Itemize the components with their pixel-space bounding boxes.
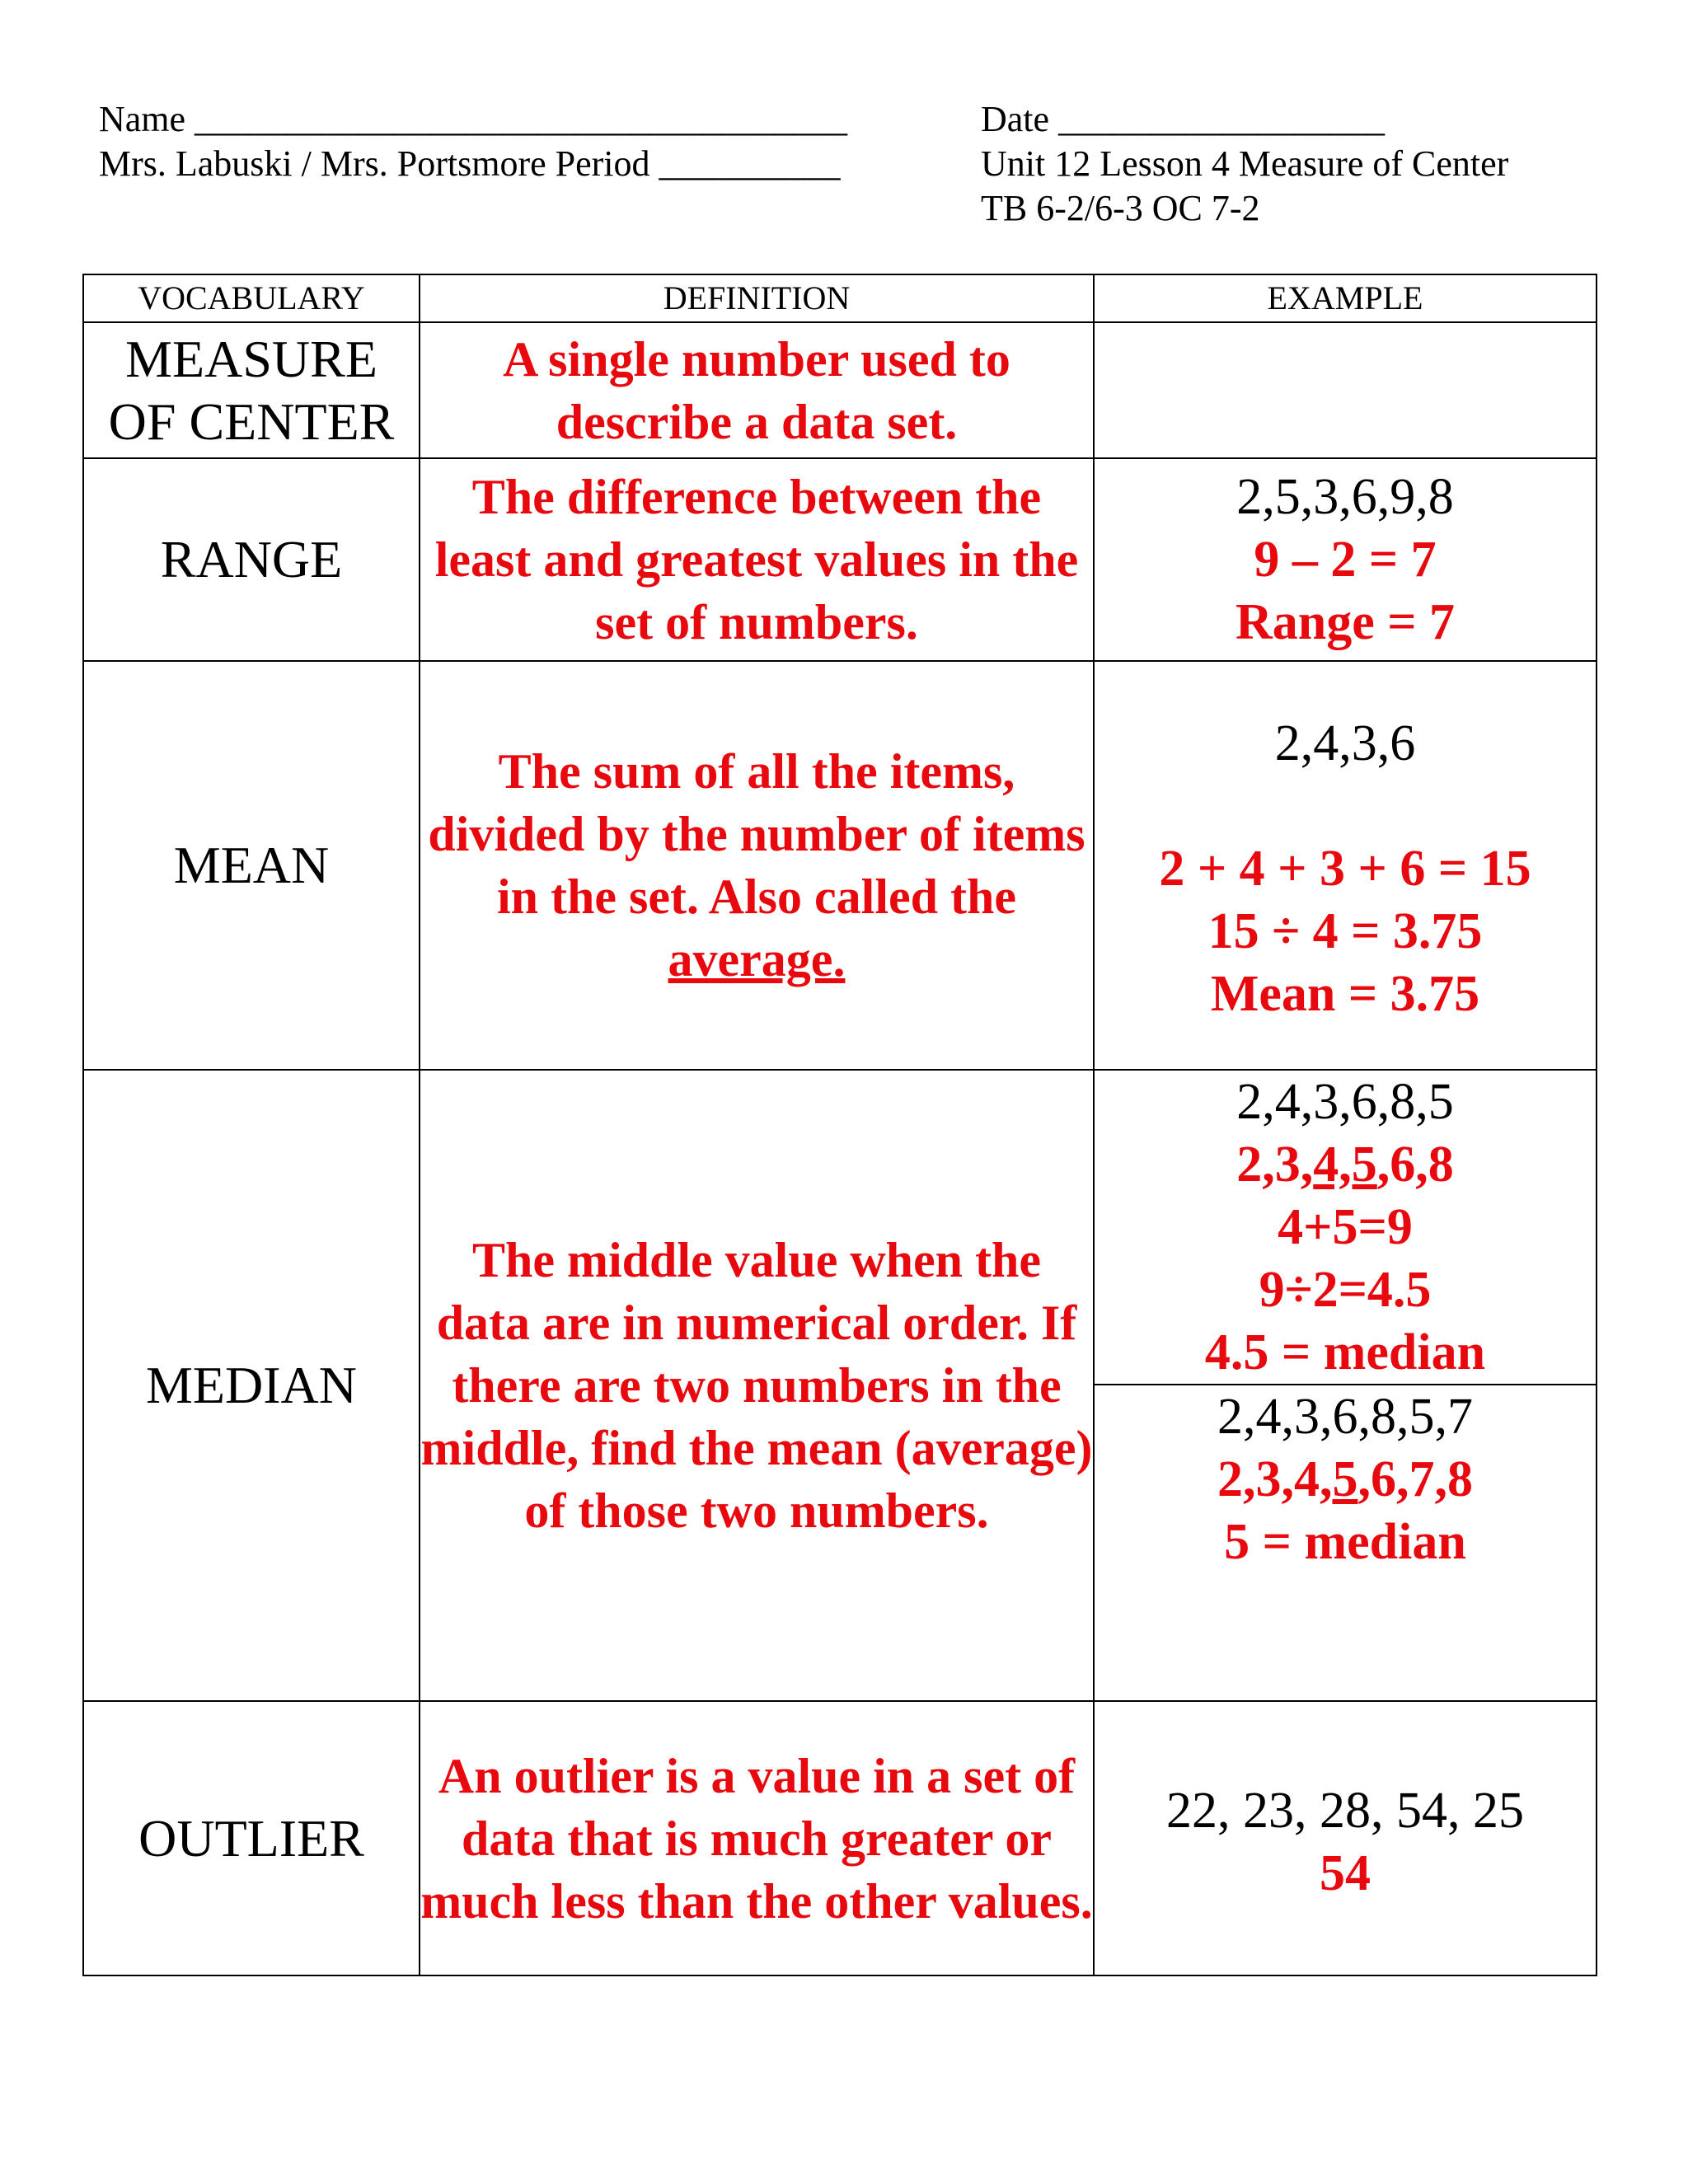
term-mean: MEAN xyxy=(83,661,420,1070)
name-line: Name ____________________________________ xyxy=(99,99,848,139)
example-range xyxy=(1094,458,1597,661)
median2-sorted: 2,3,4,5,6,7,8 xyxy=(1217,1451,1473,1507)
median1-div: 9÷2=4.5 xyxy=(1259,1262,1432,1318)
table-header-row xyxy=(83,274,1597,322)
date-line: Date __________________ xyxy=(981,99,1386,139)
header-example: EXAMPLE xyxy=(1094,274,1597,322)
definition-range: The difference between the least and greatest values in the set of numbers. xyxy=(420,458,1094,661)
header-vocabulary: VOCABULARY xyxy=(83,274,420,322)
mean-div: 15 ÷ 4 = 3.75 xyxy=(1207,903,1483,959)
term-median: MEDIAN xyxy=(83,1070,420,1701)
table-row-measure-of-center xyxy=(83,322,1597,458)
median-example-odd xyxy=(1095,1385,1596,1700)
median1-sum: 4+5=9 xyxy=(1278,1199,1413,1255)
example-measure-of-center xyxy=(1094,322,1597,458)
median2-data: 2,4,3,6,8,5,7 xyxy=(1217,1389,1473,1445)
example-median xyxy=(1094,1070,1597,1701)
tb-line: TB 6-2/6-3 OC 7-2 xyxy=(981,188,1260,228)
definition-outlier: An outlier is a value in a set of data that is much greater or much less than the other values. xyxy=(420,1701,1094,1975)
example-outlier xyxy=(1094,1701,1597,1975)
mean-sum: 2 + 4 + 3 + 6 = 15 xyxy=(1159,841,1531,897)
outlier-result: 54 xyxy=(1320,1844,1371,1901)
header-right xyxy=(981,97,1508,231)
table-row-outlier xyxy=(83,1701,1597,1975)
median-example-even xyxy=(1095,1071,1596,1385)
range-data: 2,5,3,6,9,8 xyxy=(1236,469,1454,525)
header-left xyxy=(99,97,847,186)
median1-data: 2,4,3,6,8,5 xyxy=(1236,1074,1454,1130)
definition-mean: The sum of all the items, divided by the number of items in the set. Also called the average. xyxy=(420,661,1094,1070)
mean-result: Mean = 3.75 xyxy=(1210,966,1480,1022)
definition-measure-of-center: A single number used to describe a data set. xyxy=(420,322,1094,458)
definition-median: The middle value when the data are in numerical order. If there are two numbers in the middle, find the mean (average) of those two numbers. xyxy=(420,1070,1094,1701)
unit-line: Unit 12 Lesson 4 Measure of Center xyxy=(981,143,1509,184)
table-row-median xyxy=(83,1070,1597,1701)
range-result: Range = 7 xyxy=(1235,594,1456,650)
term-range: RANGE xyxy=(83,458,420,661)
range-calc: 9 – 2 = 7 xyxy=(1254,532,1437,588)
average-underlined: average. xyxy=(668,932,846,987)
table-row-range xyxy=(83,458,1597,661)
term-outlier: OUTLIER xyxy=(83,1701,420,1975)
example-mean xyxy=(1094,661,1597,1070)
teacher-period-line: Mrs. Labuski / Mrs. Portsmore Period __________ xyxy=(99,143,841,184)
header-definition: DEFINITION xyxy=(420,274,1094,322)
median1-result: 4.5 = median xyxy=(1204,1324,1486,1380)
median2-result: 5 = median xyxy=(1224,1514,1466,1570)
table-row-mean xyxy=(83,661,1597,1070)
median1-sorted: 2,3,4,5,6,8 xyxy=(1236,1137,1454,1193)
outlier-data: 22, 23, 28, 54, 25 xyxy=(1166,1782,1524,1839)
vocabulary-table xyxy=(82,274,1597,1976)
mean-data: 2,4,3,6 xyxy=(1274,715,1416,771)
term-measure-of-center: MEASURE OF CENTER xyxy=(83,322,420,458)
